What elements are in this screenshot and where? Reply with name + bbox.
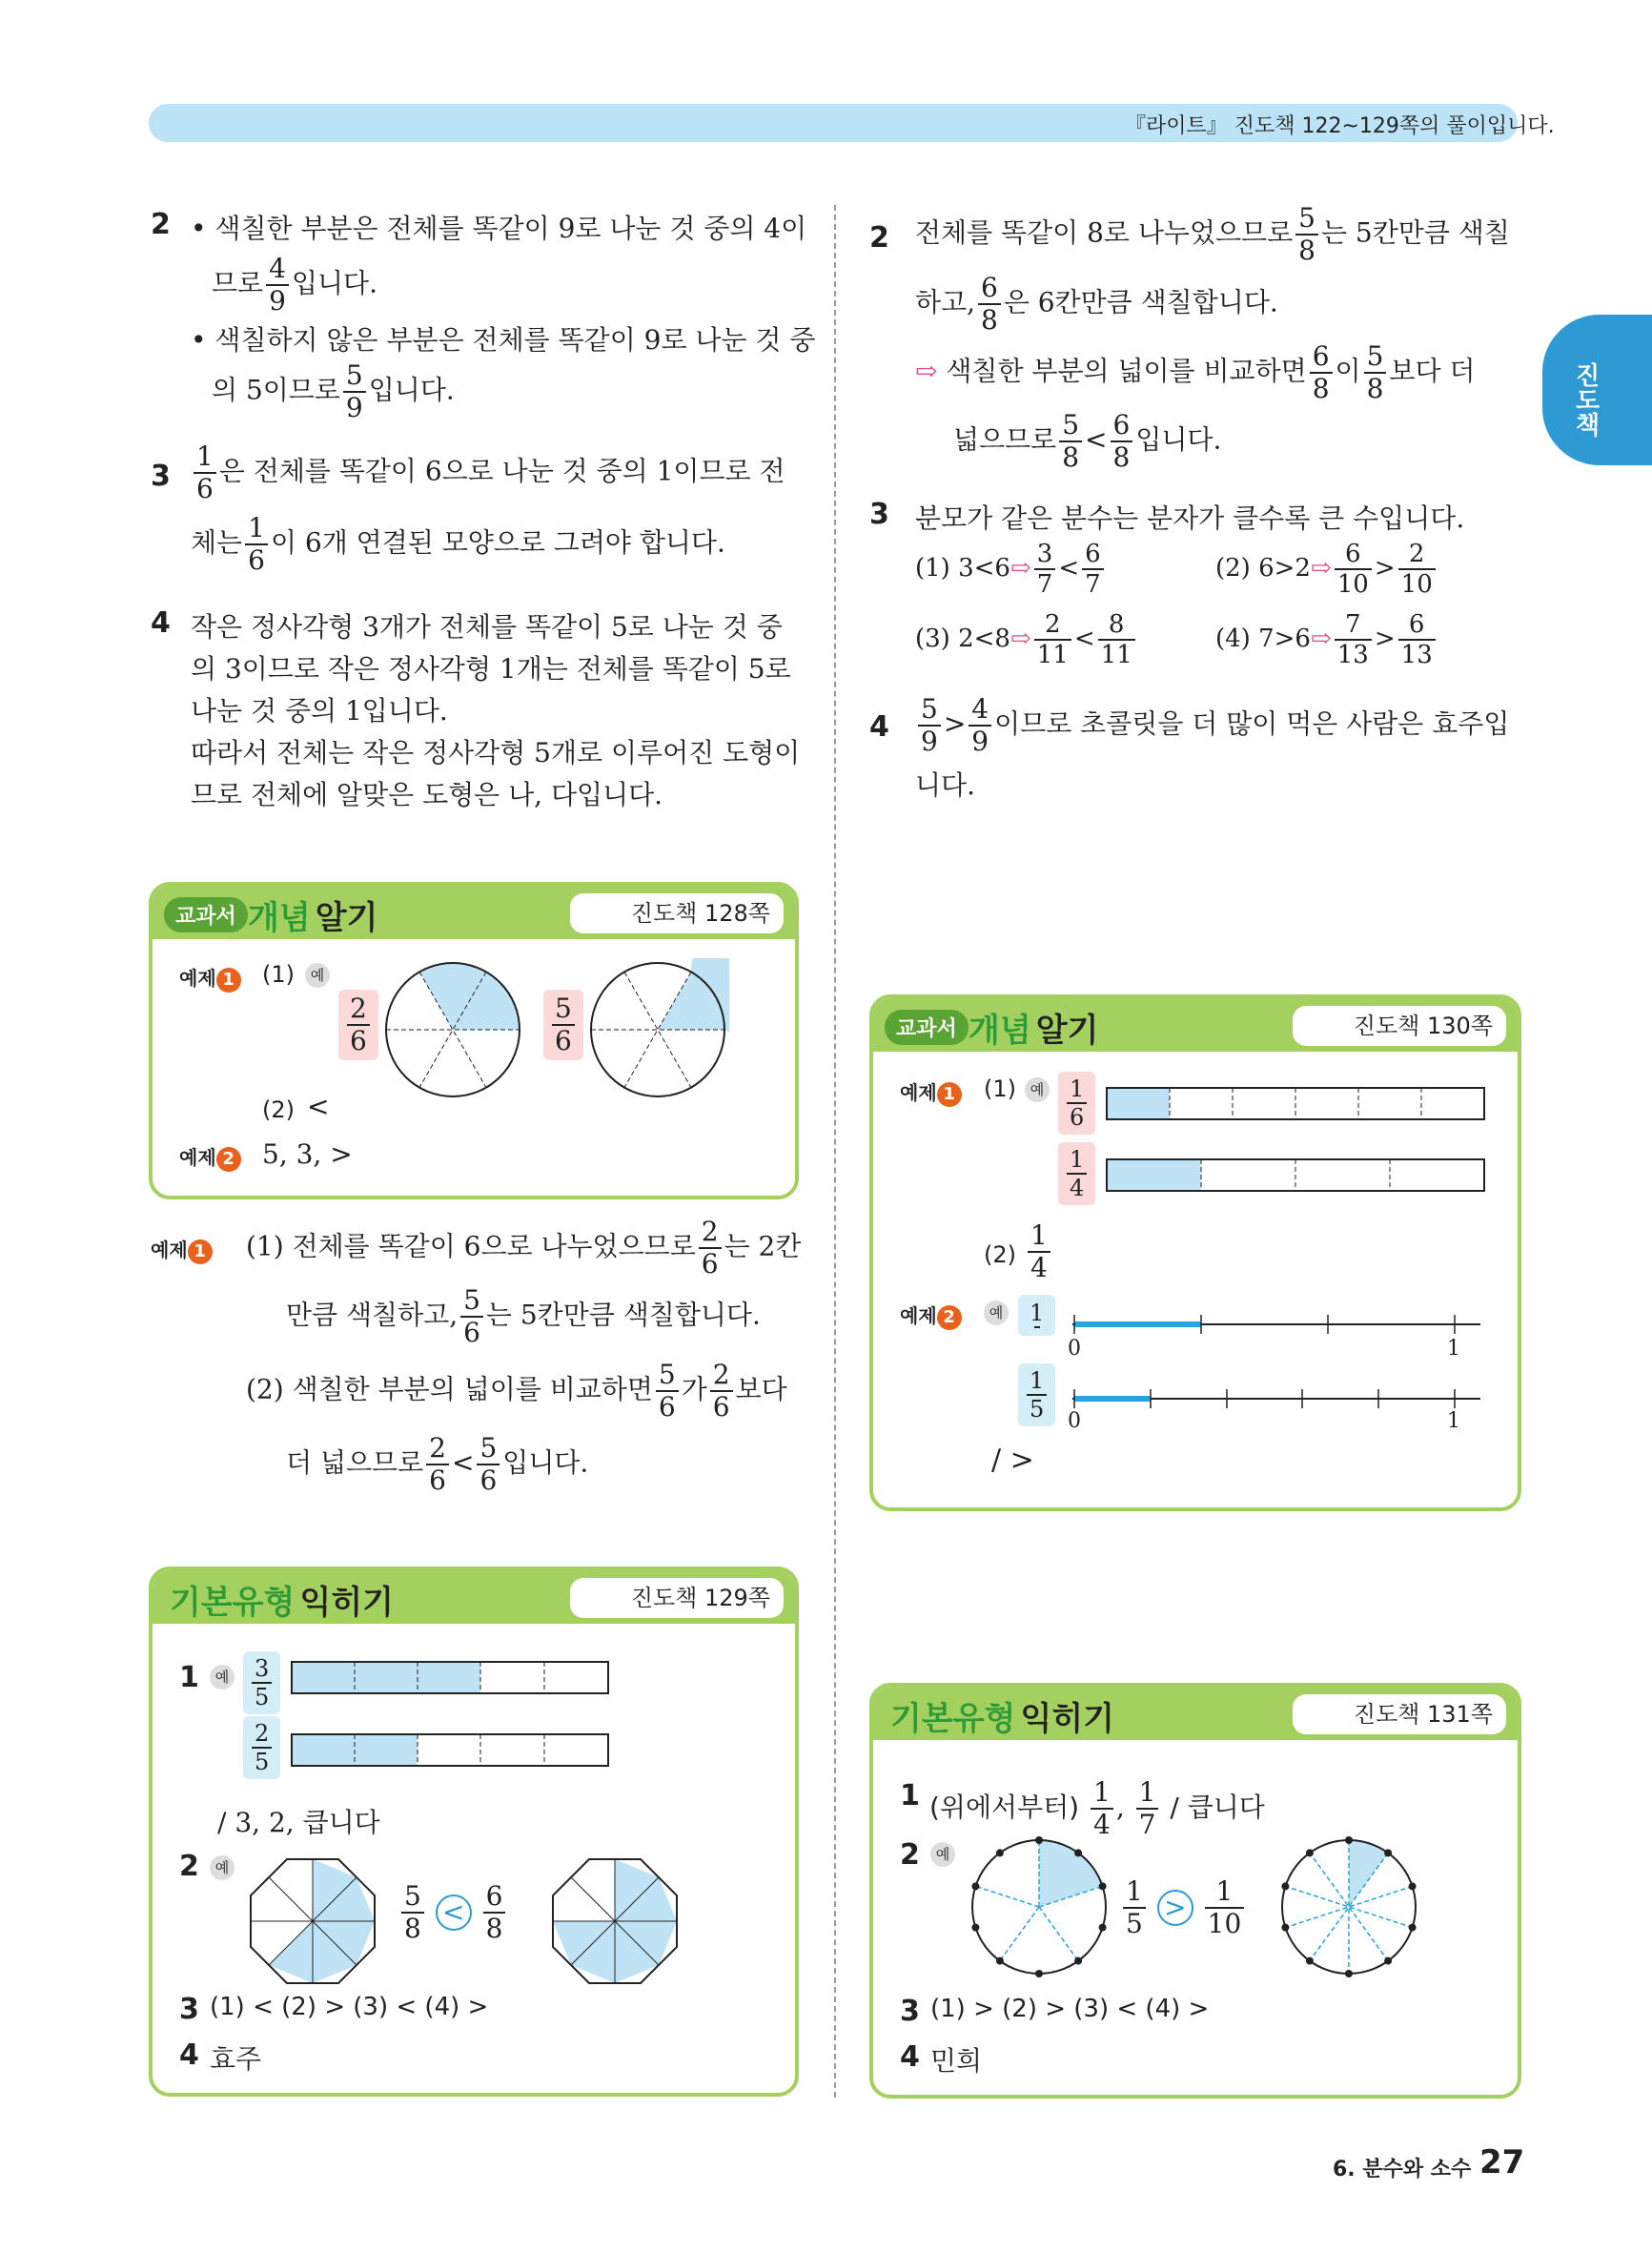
- textbook-badge: 교과서: [164, 897, 248, 932]
- example-mark: 예: [984, 1301, 1009, 1325]
- text-line: 전체를 똑같이 8로 나누었으므로 $\frac{5}{8}$ 는 5칸만큼 색칠: [915, 202, 1510, 266]
- text-line: 분모가 같은 분수는 분자가 클수록 큰 수입니다.: [915, 502, 1465, 534]
- item-number: 1: [900, 1779, 920, 1813]
- column-divider: [834, 205, 836, 2098]
- answer: 효주: [210, 2043, 262, 2075]
- text-line: 므로 $\frac{4}{9}$ 입니다.: [212, 253, 377, 317]
- answer: $\frac{1}{4}$: [1025, 1222, 1053, 1281]
- fraction-compare: $\frac{1}{5}$ > $\frac{1}{10}$: [1120, 1878, 1247, 1937]
- text-line: 므로 전체에 알맞은 도형은 나, 다입니다.: [191, 779, 663, 810]
- example-label: 예제 1: [151, 1235, 213, 1264]
- axis-label-zero: 0: [1068, 1337, 1081, 1361]
- text-line: 체는 $\frac{1}{6}$ 이 6개 연결된 모양으로 그려야 합니다.: [191, 512, 725, 576]
- text-line: ⇨ 색칠한 부분의 넓이를 비교하면 $\frac{6}{8}$ 이 $\frac{5}{8}$ 보다 더: [915, 340, 1476, 404]
- footer-section: 6. 분수와 소수: [1333, 2158, 1472, 2181]
- text-line: 작은 정사각형 3개가 전체를 똑같이 5로 나눈 것 중: [191, 611, 783, 643]
- answer: / 3, 2, 큽니다: [217, 1807, 380, 1838]
- question-number: 2: [869, 221, 889, 255]
- bar-one-fourth: [1106, 1158, 1487, 1193]
- example-mark: 예: [305, 963, 330, 988]
- axis-label-zero: 0: [1068, 1409, 1081, 1433]
- circle-one-tenth: [1277, 1835, 1420, 1978]
- text-line: 더 넓으므로 $\frac{2}{6}$ < $\frac{5}{6}$ 입니다.: [286, 1432, 589, 1496]
- octagon-five-eighths: [246, 1854, 379, 1988]
- fraction-label: $\frac{3}{5}$: [243, 1651, 280, 1714]
- comparison: (3) 2<8⇨ $\frac{2}{11}$ < $\frac{8}{11}$: [915, 612, 1138, 667]
- text-line: 의 3이므로 작은 정사각형 1개는 전체를 똑같이 5로: [191, 653, 791, 685]
- textbook-badge: 교과서: [885, 1010, 969, 1045]
- fraction-label: $\frac{2}{6}$: [338, 990, 378, 1060]
- text-line: • 색칠하지 않은 부분은 전체를 똑같이 9로 나눈 것 중: [191, 324, 816, 356]
- question-number: 3: [869, 498, 889, 531]
- fraction-label: 1: [1018, 1295, 1055, 1336]
- concept-box: [869, 994, 1521, 1511]
- item-number: 2: [179, 1850, 199, 1883]
- part-label: (2): [262, 1096, 295, 1123]
- text-line: 하고, $\frac{6}{8}$ 은 6칸만큼 색칠합니다.: [915, 272, 1278, 336]
- bar-three-fifths: [291, 1661, 610, 1695]
- fraction-label: $\frac{1}{5}$: [1018, 1363, 1055, 1426]
- page-reference: 진도책 129쪽: [570, 1578, 784, 1618]
- text-line: 만큼 색칠하고, $\frac{5}{6}$ 는 5칸만큼 색칠합니다.: [286, 1284, 761, 1348]
- fraction-compare: $\frac{5}{8}$ < $\frac{6}{8}$: [398, 1883, 508, 1942]
- item-number: 3: [179, 1993, 199, 2026]
- box-title: 개념 알기: [969, 1012, 1099, 1050]
- part-label: (1): [262, 961, 295, 988]
- fraction-label: $\frac{2}{5}$: [243, 1716, 280, 1779]
- circle-diagram-two-sixths: [381, 958, 524, 1101]
- example-label: 예제 1: [900, 1077, 962, 1107]
- item-number: 1: [179, 1661, 199, 1694]
- question-number: 4: [151, 606, 171, 640]
- example-label: 예제 1: [179, 963, 241, 993]
- octagon-six-eighths: [548, 1854, 682, 1988]
- fraction-label: $\frac{1}{4}$: [1058, 1142, 1095, 1205]
- text-line: • 색칠한 부분은 전체를 똑같이 9로 나눈 것 중의 4이: [191, 213, 807, 244]
- part-label: (1): [984, 1075, 1016, 1102]
- item-number: 4: [179, 2038, 199, 2072]
- example-mark: 예: [210, 1855, 235, 1880]
- answer: <: [307, 1091, 330, 1122]
- question-number: 2: [151, 208, 171, 241]
- fraction-label: $\frac{1}{6}$: [1058, 1072, 1095, 1135]
- comparison: (2) 6>2⇨ $\frac{6}{10}$ > $\frac{2}{10}$: [1215, 542, 1438, 597]
- text-line: $\frac{1}{6}$ 은 전체를 똑같이 6으로 나눈 것 중의 1이므로 전: [191, 443, 785, 502]
- circle-diagram-five-sixths: [586, 958, 729, 1101]
- text-line: (1) 전체를 똑같이 6으로 나누었으므로 $\frac{2}{6}$ 는 2칸: [246, 1216, 802, 1280]
- answer: 5, 3, >: [262, 1138, 353, 1170]
- question-number: 3: [151, 460, 171, 493]
- fraction-label: $\frac{5}{6}$: [543, 990, 583, 1060]
- question-number: 4: [869, 710, 889, 744]
- text-line: 나눈 것 중의 1입니다.: [191, 695, 448, 727]
- text-line: 넓으므로 $\frac{5}{8}$ < $\frac{6}{8}$ 입니다.: [953, 409, 1222, 473]
- circle-one-fifth: [968, 1835, 1111, 1978]
- text-line: 의 5이므로 $\frac{5}{9}$ 입니다.: [212, 359, 455, 423]
- page-reference: 진도책 128쪽: [570, 893, 784, 933]
- answer: (1) < (2) > (3) < (4) >: [210, 1993, 489, 2021]
- text-line: 니다.: [915, 769, 975, 801]
- example-label: 예제 2: [900, 1301, 962, 1330]
- bar-two-fifths: [291, 1733, 610, 1768]
- box-title: 개념 알기: [248, 899, 378, 937]
- item-number: 4: [900, 2040, 920, 2074]
- item-number: 2: [900, 1838, 920, 1872]
- comparison: (1) 3<6⇨ $\frac{3}{7}$ < $\frac{6}{7}$: [915, 542, 1107, 597]
- answer: / >: [991, 1444, 1034, 1477]
- text-line: (2) 색칠한 부분의 넓이를 비교하면 $\frac{5}{6}$ 가 $\frac{2}{6}$ 보다: [246, 1359, 787, 1423]
- box-title: 기본유형 익히기: [890, 1700, 1115, 1738]
- answer: (1) > (2) > (3) < (4) >: [930, 1995, 1210, 2023]
- header-text: 『라이트』 진도책 122~129쪽의 풀이입니다.: [1125, 114, 1555, 138]
- part-label: (2): [984, 1241, 1016, 1268]
- answer: 민희: [930, 2045, 983, 2077]
- text-line: $\frac{5}{9}$ > $\frac{4}{9}$ 이므로 초콜릿을 더 많이 먹은 사람은 효주입: [915, 696, 1509, 755]
- box-title: 기본유형 익히기: [170, 1584, 395, 1622]
- page-reference: 진도책 131쪽: [1293, 1694, 1506, 1734]
- axis-label-one: 1: [1447, 1409, 1460, 1433]
- number-line-one-fifth: [1068, 1383, 1487, 1411]
- comparison: (4) 7>6⇨ $\frac{7}{13}$ > $\frac{6}{13}$: [1215, 612, 1438, 667]
- side-tab-label: 진도책: [1571, 362, 1600, 437]
- text-line: 따라서 전체는 작은 정사각형 5개로 이루어진 도형이: [191, 737, 801, 768]
- bar-one-sixth: [1106, 1087, 1487, 1121]
- example-mark: 예: [1025, 1077, 1050, 1102]
- number-line-one-third: [1068, 1308, 1487, 1337]
- axis-label-one: 1: [1447, 1337, 1460, 1361]
- example-label: 예제 2: [179, 1142, 241, 1172]
- example-mark: 예: [930, 1842, 955, 1867]
- item-number: 3: [900, 1995, 920, 2028]
- example-mark: 예: [210, 1665, 235, 1690]
- page-number: 27: [1479, 2143, 1525, 2181]
- answer: (위에서부터) $\frac{1}{4}$ , $\frac{1}{7}$ / 큽니다: [929, 1776, 1265, 1840]
- page-reference: 진도책 130쪽: [1293, 1006, 1506, 1046]
